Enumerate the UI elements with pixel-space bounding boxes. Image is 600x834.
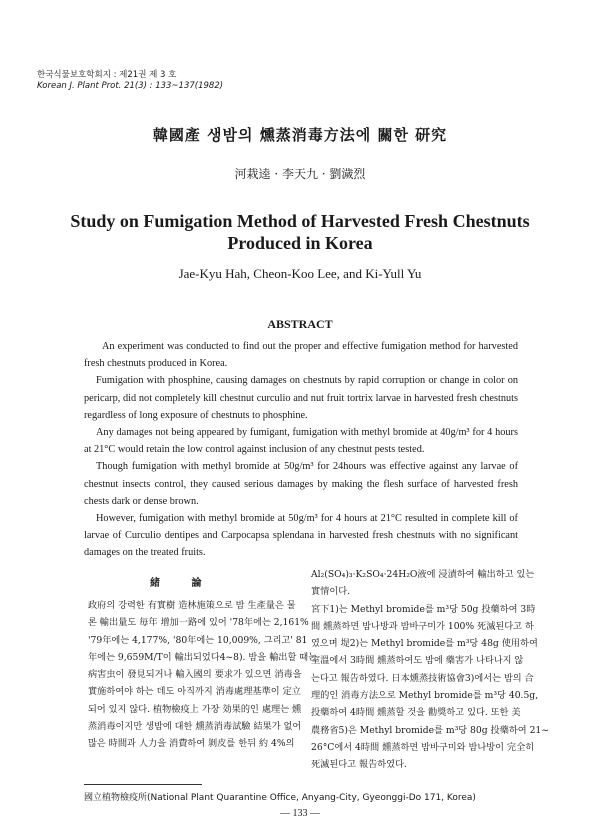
abstract-paragraph: An experiment was conducted to find out the proper and effective fumigation method for harvested fresh chestnuts produced in Korea. [84,341,518,370]
text-line: 間 燻蒸하면 밤나방과 밤바구미가 100% 死滅된다고 하 [311,620,534,632]
text-line: 實情이다. [311,586,351,598]
text-line: 室溫에서 3時間 燻蒸하여도 밤에 藥害가 나타나지 않 [311,655,524,667]
footnote-rule [84,784,202,785]
text-line: 蒸消毒이지만 생밤에 대한 燻蒸消毒試驗 結果가 없어 [88,721,302,733]
text-line: 26°C에서 4時間 燻蒸하면 밤바구미와 밤나방이 完全히 [311,741,535,753]
text-line: '79年에는 4,177%, '80年에는 10,009%, 그리고' 81 [88,634,308,646]
abstract-heading: ABSTRACT [267,317,333,331]
abstract-paragraph: Though fumigation with methyl bromide at 50g/m³ for 24hours was effective against any larvae of chestnut insects control, they caused serious damages by making the flesh surface of harvested fresh chests dark or dense brown. [84,461,518,507]
abstract-paragraph: However, fumigation with methyl bromide at 50g/m³ for 4 hours at 21°C resulted in complete kill of larvae of Curculio dentipes and Carpocapsa splendana in harvested fresh chestnuts with no significant damages on the treated fruits. [84,513,518,559]
text-line: 理的인 消毒方法으로 Methyl bromide를 m³당 40.5g, [311,690,539,702]
english-title: Study on Fumigation Method of Harvested Fresh Chestnuts Produced in Korea [70,211,530,253]
left-column [88,597,317,753]
text-line: 많은 時間과 人力을 消費하여 剝皮를 한뒤 約 4%의 [88,738,295,750]
journal-citation [37,70,223,92]
korean-title: 韓國產 생밤의 燻蒸消毒方法에 關한 研究 [152,126,448,144]
journal-en: Korean J. Plant Prot. 21(3) : 133~137(1982) [37,81,224,91]
page-number: — 133 — [280,808,320,819]
text-line: 되어 있지 않다. 植物檢疫上 가장 効果的인 處理는 燻 [88,703,302,715]
text-line: 宮下1)는 Methyl bromide를 m³당 50g 投藥하여 3時 [311,603,536,615]
section-heading: 緒 論 [150,578,216,589]
text-line: 農務省5)은 Methyl bromide를 m³당 80g 投藥하여 21~ [311,724,549,736]
abstract-paragraph: Any damages not being appeared by fumigant, fumigation with methyl bromide at 40g/m³ for 4 hours at 21°C would retain the low control against inclusion of any chestnut pests tested. [84,427,518,456]
korean-authors: 河栽逵 · 李天九 · 劉濊烈 [234,167,366,181]
right-column [311,566,549,774]
abstract-body [84,338,518,562]
footnote: 國立植物檢疫所(National Plant Quarantine Office, Anyang-City, Gyeonggi-Do 171, Korea) [84,793,476,803]
text-line: 病害虫이 發見되거나 輸入國의 要求가 있으면 消毒을 [88,669,302,681]
text-line: 론 輸出量도 毎年 增加一路에 있어 '78年에는 2,161% [88,617,309,629]
abstract-paragraph: Fumigation with phosphine, causing damages on chestnuts by rapid corruption or change in color on pericarp, did not completely kill chestnut curculio and nut fruit tortrix larvae in harvested fresh chestnuts regardless of long exposure of chestnuts to phosphine. [84,375,518,421]
text-line: 投藥하여 4時間 燻蒸할 것을 勸獎하고 있다. 또한 美 [311,707,521,719]
journal-ko: 한국식물보호학회지 : 제21권 제 3 호 [37,70,177,80]
text-line: 였으며 堤2)는 Methyl bromide를 m³당 48g 使用하여 [311,638,538,650]
text-line: 政府의 강력한 有實樹 造林施策으로 밤 生產量은 물 [88,600,296,611]
text-line: 實施하여야 하는 데도 아직까지 消毒處理基準이 定立 [88,686,301,698]
english-authors: Jae-Kyu Hah, Cheon-Koo Lee, and Ki-Yull Yu [178,266,422,281]
text-line: 死滅된다고 報告하였다. [311,759,407,771]
text-line: 年에는 9,659M/T이 輸出되었다4~8). 밤을 輸出할 때는 [88,651,317,663]
text-line: Al₂(SO₄)₃·K₂SO₄·24H₂O液에 浸漬하여 輸出하고 있는 [311,569,535,580]
text-line: 는다고 報告하였다. 日本燻蒸技術協會3)에서는 밤의 合 [311,672,534,684]
